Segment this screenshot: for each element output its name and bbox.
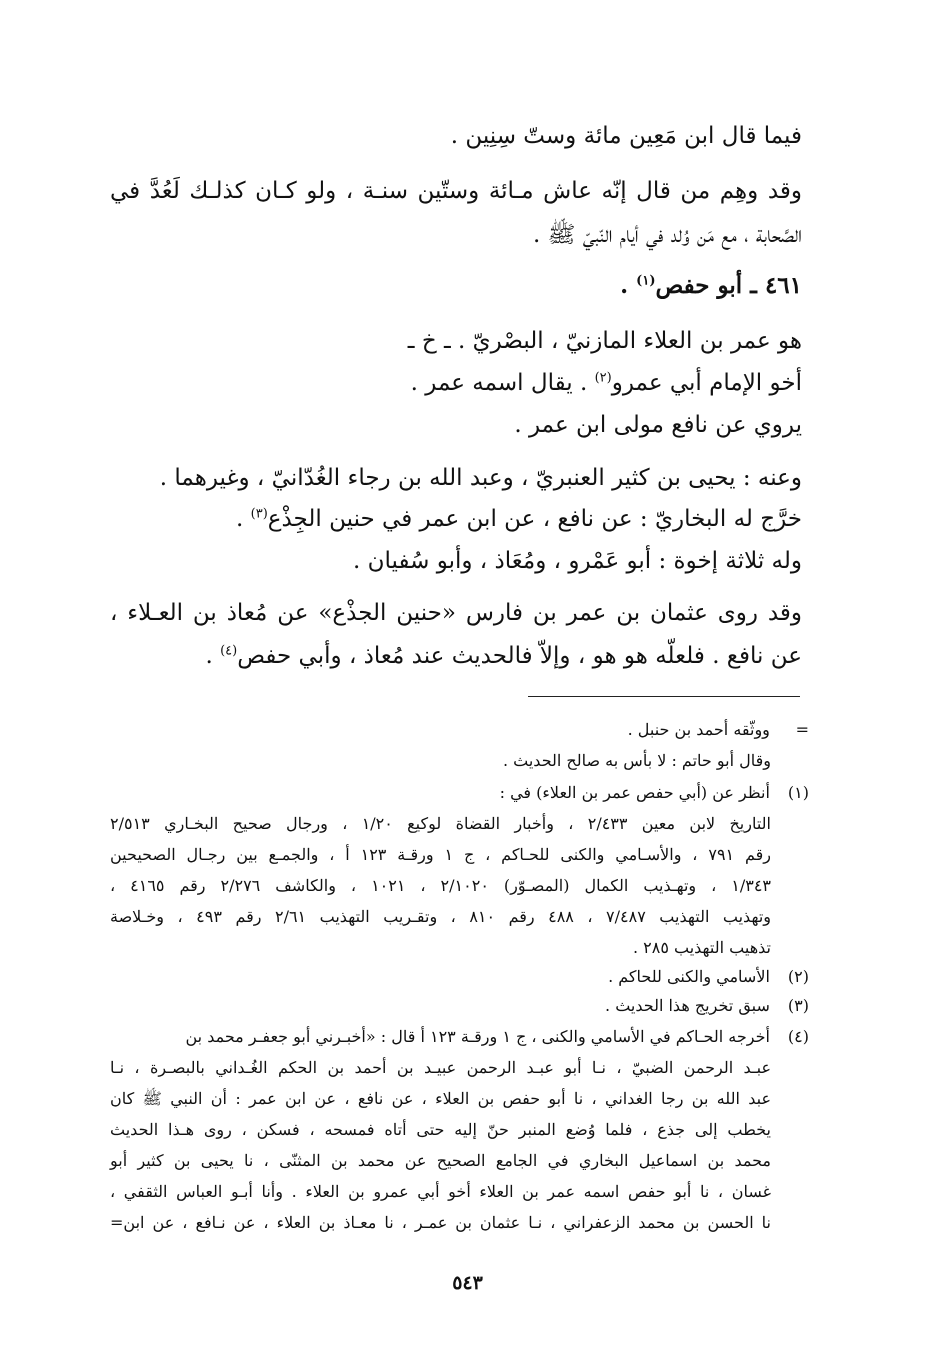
body-line-1: فيما قال ابن مَعِين مائة وستّ سِنِين .	[450, 123, 802, 149]
footnote-3	[605, 996, 809, 1015]
footnote-4-line-1: أخرجه الحـاكم في الأسامي والكنى ، ج ١ ورقـة ١٢٣ أ قال : «أخبـرني أبو جعفـر محمد بن	[185, 1027, 770, 1046]
footnote-1-line-2: التاريخ لابن معين ٢/٤٣٣ ، وأخبار القضاة لوكيع ١/٢٠ ، ورجال صحيح البخـاري ٢/٥١٣	[110, 814, 772, 833]
footnote-2	[608, 967, 809, 986]
footnote-4-line-2: عبـد الرحمن الضبيّ ، نـا أبو عبـد الرحمن عبيـد بن أحمد بن الحكم الغُـداني بالبصـرة ، نـا	[110, 1058, 771, 1077]
continuation-mark: =	[795, 720, 809, 739]
footnote-separator	[528, 696, 800, 697]
bio-line-2-text: أخو الإمام أبي عمرو	[611, 370, 802, 396]
bukhari-line-text: خرَّج له البخاريّ : عن نافع ، عن ابن عمر في حنين الجِذْع	[267, 506, 802, 532]
footnote-4-line-5: محمد بن اسماعيل البخاري في الجامع الصحيح عن محمد بن المثنّى ، نا يحيى بن كثير أبو	[110, 1151, 771, 1170]
footnote-1-line-6: تذهيب التهذيب ٢٨٥ .	[632, 938, 771, 957]
body-line-3: الصَّحابة ، مع مَن وُلد في أيام النّبيّ ﷺ .	[533, 222, 802, 248]
footnote-4-number: (٤)	[787, 1027, 809, 1046]
footnote-4-line-7: نا الحسن بن محمد الزعفراني ، نـا عثمان بن عمـر ، نا معـاذ بن العلاء ، عن نـافع ، عن ابن=	[110, 1213, 771, 1232]
bio-line-2-end: . يقال اسمه عمر .	[410, 370, 595, 396]
brothers-line: وله ثلاثة إخوة : أبو عَمْرو ، ومُعَاذ ، وأبو سُفيان .	[353, 548, 802, 574]
bio-line-3: يروي عن نافع مولى ابن عمر .	[514, 412, 802, 438]
footnote-2-text: الأسامي والكنى للحاكم .	[608, 967, 770, 986]
last-paragraph-line-2	[205, 643, 802, 671]
footnote-ref-1: (١)	[636, 273, 656, 289]
footnote-continuation-2: وقال أبو حاتم : لا بأس به صالح الحديث .	[502, 751, 771, 770]
footnote-2-number: (٢)	[787, 967, 809, 986]
footnote-1-line-5: وتهذيب التهذيب ٧/٤٨٧ ، ٤٨٨ رقم ٨١٠ ، وتقـريب التهذيب ٢/٦١ رقم ٤٩٣ ، وخـلاصة	[110, 907, 771, 926]
last-paragraph-end: .	[205, 643, 221, 669]
footnote-continuation-1	[628, 720, 809, 739]
body-line-2: وقد وهِم من قال إنّه عاش مـائة وستّين سنـة ، ولو كـان كذلـك لَعُدَّ في	[110, 178, 803, 204]
bukhari-line-end: .	[236, 506, 251, 532]
footnote-3-number: (٣)	[787, 996, 809, 1015]
footnote-ref-2: (٢)	[594, 370, 612, 386]
footnote-1-line-4: ١/٣٤٣ ، وتهـذيب الكمال (المصـوّر) ٢/١٠٢٠ ، ١٠٢١ ، والكاشف ٢/٢٧٦ رقم ٤١٦٥ ،	[110, 876, 772, 895]
footnote-4-line-3: عبد الله بن رجا الغداني ، نا أبو حفص بن العلاء ، عن نافع ، عن ابن عمر : أن النبي ﷺ كان	[110, 1089, 771, 1108]
entry-heading-end: .	[620, 272, 637, 299]
footnote-1-line-3: رقم ٧٩١ ، والأسـامي والكنى للحـاكم ، ج ١ ورقـة ١٢٣ أ ، والجمـع بين رجـال الصحيحين	[110, 845, 772, 864]
bio-line-2	[411, 370, 802, 398]
footnote-3-text: سبق تخريج هذا الحديث .	[605, 996, 770, 1015]
entry-heading	[620, 272, 802, 300]
footnote-4-line-4: يخطب إلى جذع ، فلما وُضع المنبر حنّ إليه حتى أتاه فمسحه ، فسكن ، روى هـذا الحديث	[110, 1120, 771, 1139]
footnote-4	[110, 1027, 809, 1046]
last-paragraph-text: عن نافع . فلعلّه هو هو ، وإلاّ فالحديث عند مُعاذ ، وأبي حفص	[237, 643, 802, 669]
narrators-line: وعنه : يحيى بن كثير العنبريّ ، وعبد الله بن رجاء الغُدّانيّ ، وغيرهما .	[159, 465, 802, 491]
page-number: ٥٤٣	[452, 1272, 483, 1294]
footnote-1	[500, 783, 809, 802]
footnote-1-number: (١)	[787, 783, 809, 802]
footnote-1-line-1: أنظر عن (أبي حفص عمر بن العلاء) في :	[499, 783, 770, 802]
footnote-4-line-6: غسان ، نا أبو حفص اسمه عمر بن العلاء أخو أبي عمرو بن العلاء . وأنا أبـو العباس الثقفي ،	[110, 1182, 771, 1201]
continuation-text-1: ووثّقه أحمد بن حنبل .	[627, 720, 770, 739]
bukhari-line	[236, 506, 802, 534]
last-paragraph-line-1: وقد روى عثمان بن عمر بن فارس «حنين الجذْع» عن مُعاذ بن العـلاء ،	[110, 600, 802, 626]
footnote-ref-3: (٣)	[250, 506, 268, 522]
entry-heading-text: ٤٦١ ـ أبو حفص	[655, 272, 802, 299]
footnote-ref-4: (٤)	[220, 643, 238, 659]
bio-line-1: هو عمر بن العلاء المازنيّ ، البصْريّ . ـ خ ـ	[407, 328, 802, 354]
